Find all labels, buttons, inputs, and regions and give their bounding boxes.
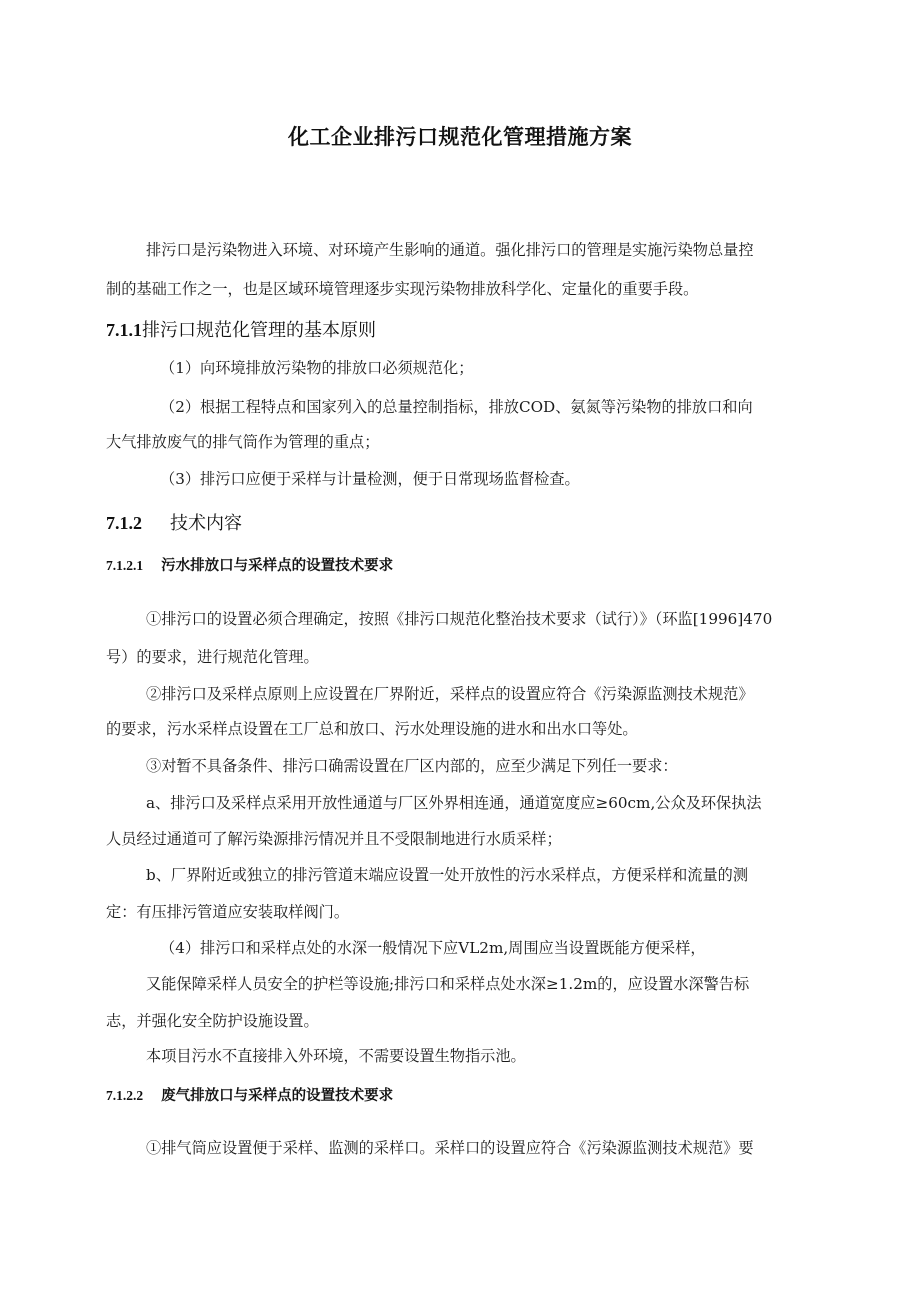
principle-item-1: （1）向环境排放污染物的排放口必须规范化； xyxy=(160,359,474,377)
section-title: 废气排放口与采样点的设置技术要求 xyxy=(161,1088,394,1104)
wastewater-para-4-line-1: （4）排污口和采样点处的水深一般情况下应VL2m,周围应当设置既能方便采样， xyxy=(160,939,706,957)
section-number: 7.1.2.1 xyxy=(106,558,144,573)
wastewater-para-4-line-3: 志，并强化安全防护设施设置。 xyxy=(106,1012,319,1030)
wastewater-item-b-line-2: 定：有压排污管道应安装取样阀门。 xyxy=(106,903,349,921)
principle-item-2-line-1: （2）根据工程特点和国家列入的总量控制指标，排放COD、氨氮等污染物的排放口和向 xyxy=(160,398,753,416)
wastewater-para-3: ③对暂不具备条件、排污口确需设置在厂区内部的，应至少满足下列任一要求： xyxy=(146,757,678,775)
wastewater-item-a-line-2: 人员经过通道可了解污染源排污情况并且不受限制地进行水质采样； xyxy=(106,830,562,848)
intro-line-2: 制的基础工作之一，也是区域环境管理逐步实现污染物排放科学化、定量化的重要手段。 xyxy=(106,280,699,298)
section-7-1-1-heading xyxy=(106,318,376,343)
wastewater-para-2-line-2: 的要求，污水采样点设置在工厂总和放口、污水处理设施的进水和出水口等处。 xyxy=(106,720,638,738)
section-7-1-2-heading xyxy=(106,511,242,536)
section-title: 技术内容 xyxy=(170,513,242,534)
wastewater-item-b-line-1: b、厂界附近或独立的排污管道末端应设置一处开放性的污水采样点，方便采样和流量的测 xyxy=(146,866,749,884)
exhaust-para-1-line-1: ①排气筒应设置便于采样、监测的采样口。采样口的设置应符合《污染源监测技术规范》要 xyxy=(146,1139,754,1157)
section-number: 7.1.2 xyxy=(106,513,142,533)
section-number: 7.1.2.2 xyxy=(106,1088,144,1103)
document-title: 化工企业排污口规范化管理措施方案 xyxy=(288,125,632,149)
principle-item-3: （3）排污口应便于采样与计量检测，便于日常现场监督检查。 xyxy=(160,470,580,488)
wastewater-item-a-line-1: a、排污口及采样点采用开放性通道与厂区外界相连通，通道宽度应≥60cm,公众及环保执法 xyxy=(146,794,762,812)
section-title: 排污口规范化管理的基本原则 xyxy=(142,320,376,341)
section-7-1-2-2-heading xyxy=(106,1086,393,1106)
wastewater-para-5: 本项目污水不直接排入外环境，不需要设置生物指示池。 xyxy=(146,1047,526,1065)
intro-line-1: 排污口是污染物进入环境、对环境产生影响的通道。强化排污口的管理是实施污染物总量控 xyxy=(146,241,754,259)
principle-item-2-line-2: 大气排放废气的排气筒作为管理的重点； xyxy=(106,433,380,451)
wastewater-para-4-line-2: 又能保障采样人员安全的护栏等设施;排污口和采样点处水深≥1.2m的，应设置水深警告标 xyxy=(146,975,750,993)
section-title: 污水排放口与采样点的设置技术要求 xyxy=(161,558,394,574)
wastewater-para-2-line-1: ②排污口及采样点原则上应设置在厂界附近，采样点的设置应符合《污染源监测技术规范》 xyxy=(146,685,754,703)
wastewater-para-1-line-1: ①排污口的设置必须合理确定，按照《排污口规范化整治技术要求（试行）》（环监[1996]470 xyxy=(146,610,773,628)
section-number: 7.1.1 xyxy=(106,320,142,340)
wastewater-para-1-line-2: 号）的要求，进行规范化管理。 xyxy=(106,648,319,666)
section-7-1-2-1-heading xyxy=(106,556,393,576)
